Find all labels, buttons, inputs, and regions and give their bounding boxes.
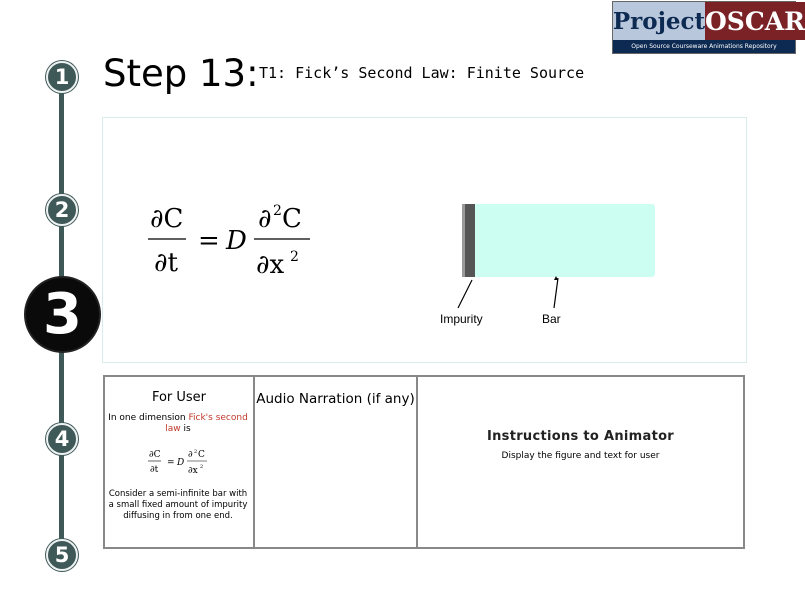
logo-tagline: Open Source Courseware Animations Repository (631, 43, 777, 50)
svg-text:D: D (177, 458, 185, 468)
svg-text:2: 2 (194, 449, 198, 455)
step-3-marker-active: 3 (24, 276, 101, 353)
ficks-second-law-equation (140, 195, 320, 290)
svg-text:C: C (198, 450, 205, 460)
svg-text:∂: ∂ (188, 450, 193, 460)
svg-text:2: 2 (200, 464, 204, 470)
topic-title: T1: Fick’s Second Law: Finite Source (259, 64, 585, 82)
impurity-label: Impurity (440, 312, 483, 326)
for-user-description: Consider a semi-infinite bar with a small fixed amount of impurity diffusing in from one end. (108, 489, 248, 521)
svg-text:2: 2 (273, 203, 282, 219)
step-4-marker: 4 (46, 423, 78, 455)
step-1-marker: 1 (46, 61, 78, 93)
animator-instructions-header: Instructions to Animator (486, 429, 675, 444)
svg-text:∂C: ∂C (149, 450, 161, 460)
mini-equation (145, 446, 211, 476)
svg-text:=: = (198, 226, 220, 256)
impurity-layer (462, 204, 475, 277)
svg-text:∂x: ∂x (188, 466, 198, 476)
column-divider (416, 375, 418, 549)
svg-text:D: D (226, 226, 247, 256)
intro-text-end: is (180, 424, 191, 434)
audio-narration-header: Audio Narration (if any) (256, 391, 415, 407)
svg-text:=: = (167, 458, 175, 468)
diffusion-bar (475, 204, 655, 277)
ficks-law-highlight: Fick's second law (165, 413, 248, 434)
logo-word-oscar: OSCAR (705, 2, 805, 40)
for-user-header: For User (151, 390, 207, 405)
step-2-marker: 2 (46, 194, 78, 226)
intro-text: In one dimension (108, 413, 189, 423)
svg-text:∂x: ∂x (256, 250, 285, 280)
logo-word-project: Project (613, 2, 705, 40)
svg-text:∂t: ∂t (150, 465, 159, 475)
animator-instructions-text: Display the figure and text for user (501, 451, 660, 461)
for-user-intro (108, 413, 248, 435)
svg-text:C: C (282, 204, 302, 234)
svg-text:2: 2 (290, 249, 299, 265)
step-5-marker: 5 (46, 539, 78, 571)
project-oscar-logo (612, 1, 805, 54)
step-title: Step 13: (103, 52, 259, 95)
svg-text:∂: ∂ (258, 204, 272, 234)
label-pointers (440, 270, 580, 315)
svg-text:∂t: ∂t (154, 248, 178, 278)
svg-text:∂C: ∂C (150, 204, 184, 234)
bar-label: Bar (542, 312, 561, 326)
